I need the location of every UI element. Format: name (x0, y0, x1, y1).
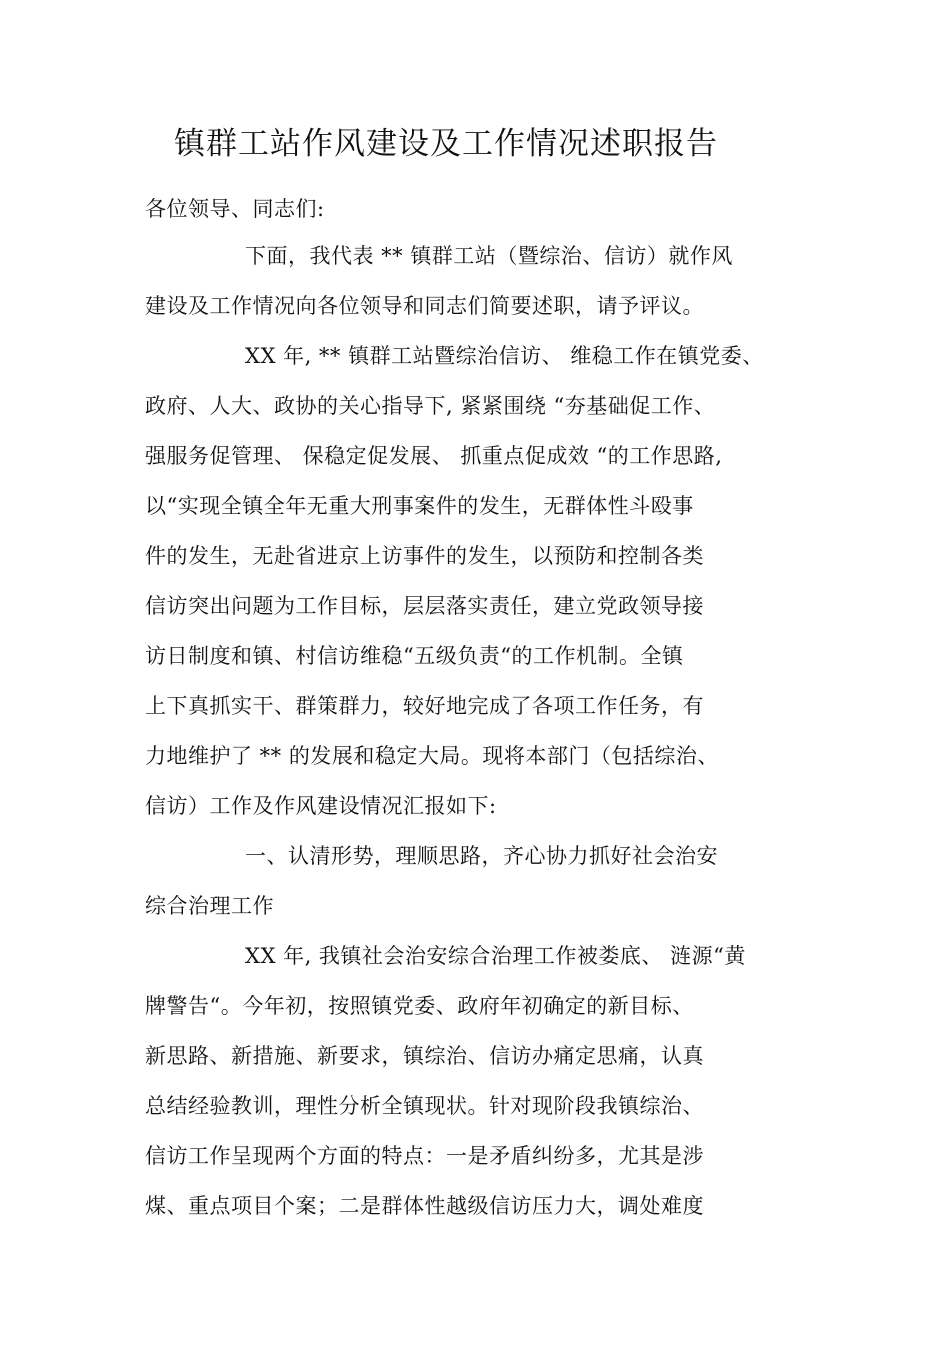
paragraph-line: 新思路、新措施、新要求，镇综治、信访办痛定思痛，认真 (145, 1044, 704, 1068)
paragraph-line: 信访工作呈现两个方面的特点：一是矛盾纠纷多，尤其是涉 (145, 1144, 704, 1168)
paragraph-line: 信访）工作及作风建设情况汇报如下: (145, 794, 497, 818)
paragraph-line: 强服务促管理、 保稳定促发展、 抓重点促成效 “的工作思路, (145, 444, 723, 468)
paragraph-line: 信访突出问题为工作目标，层层落实责任，建立党政领导接 (145, 594, 704, 618)
paragraph-line: 总结经验教训，理性分析全镇现状。针对现阶段我镇综治、 (145, 1094, 704, 1118)
paragraph-line: 建设及工作情况向各位领导和同志们简要述职，请予评议。 (145, 294, 704, 318)
paragraph-line: XX 年, ** 镇群工站暨综治信访、 维稳工作在镇党委、 (245, 344, 764, 368)
paragraph-line: 下面，我代表 ** 镇群工站（暨综治、信访）就作风 (245, 244, 733, 268)
paragraph-line: XX 年, 我镇社会治安综合治理工作被娄底、 涟源“黄 (245, 944, 746, 968)
salutation-line: 各位领导、同志们: (145, 197, 325, 221)
paragraph-line: 力地维护了 ** 的发展和稳定大局。现将本部门（包括综治、 (145, 744, 719, 768)
paragraph-line: 政府、人大、政协的关心指导下, 紧紧围绕 “夯基础促工作、 (145, 394, 716, 418)
document-title: 镇群工站作风建设及工作情况述职报告 (174, 126, 718, 162)
section-heading-line: 综合治理工作 (145, 894, 274, 918)
section-heading-line: 一、认清形势，理顺思路，齐心协力抓好社会治安 (245, 844, 718, 868)
paragraph-line: 牌警告“。今年初，按照镇党委、政府年初确定的新目标、 (145, 994, 694, 1018)
paragraph-line: 上下真抓实干、群策群力，较好地完成了各项工作任务，有 (145, 694, 704, 718)
paragraph-line: 访日制度和镇、村信访维稳“五级负责“的工作机制。全镇 (145, 644, 684, 668)
paragraph-line: 件的发生，无赴省进京上访事件的发生，以预防和控制各类 (145, 544, 704, 568)
paragraph-line: 煤、重点项目个案；二是群体性越级信访压力大，调处难度 (145, 1194, 704, 1218)
paragraph-line: 以“实现全镇全年无重大刑事案件的发生，无群体性斗殴事 (145, 494, 694, 518)
